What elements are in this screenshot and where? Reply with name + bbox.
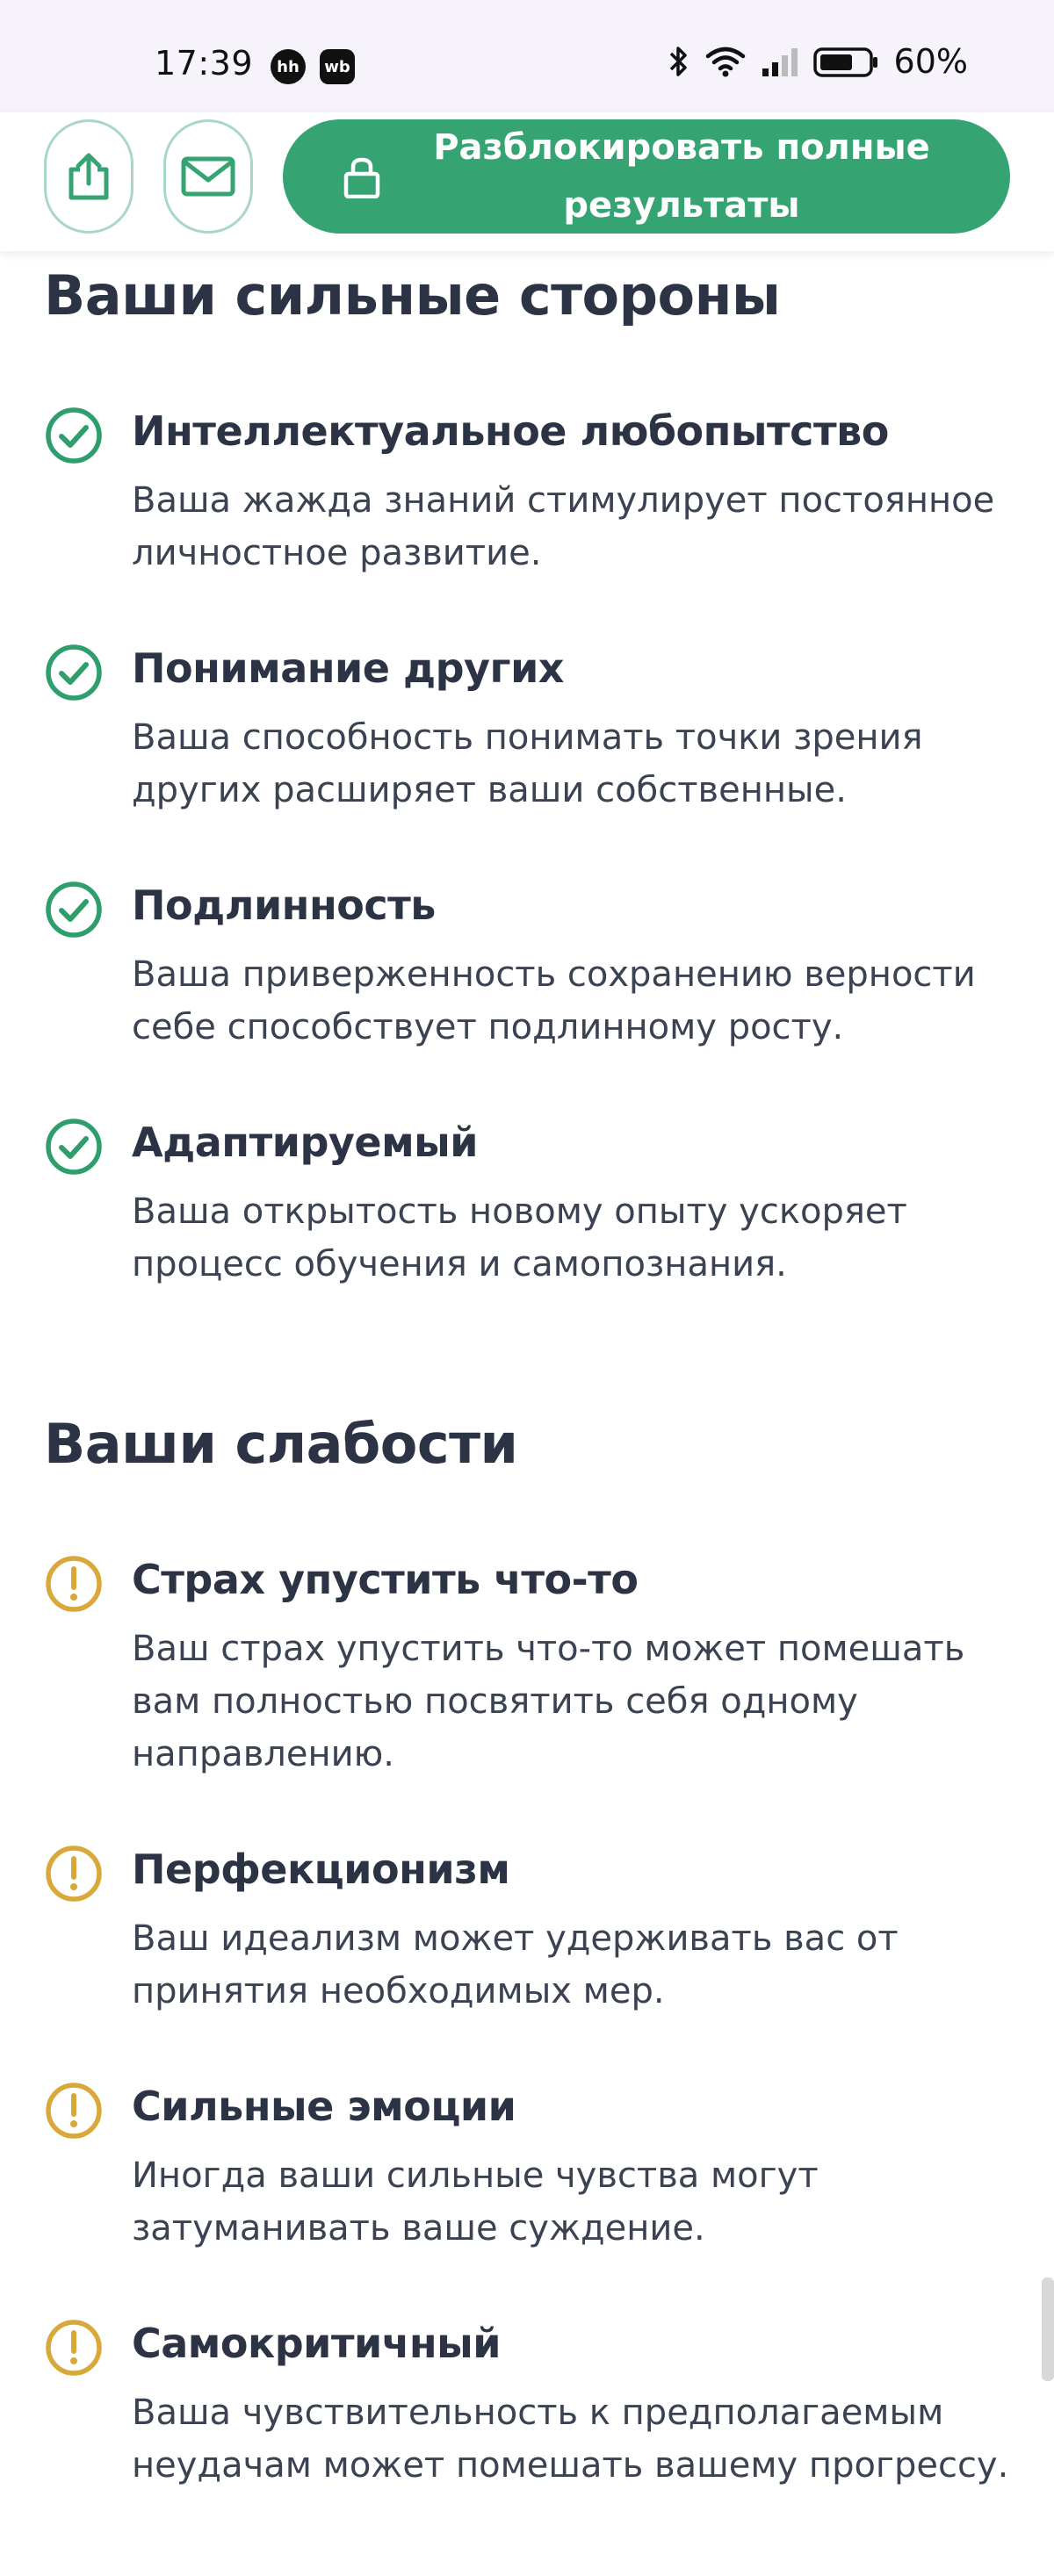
battery-icon [813, 44, 880, 79]
battery-percent: 60% [893, 42, 968, 81]
share-icon [62, 150, 115, 203]
share-button[interactable] [44, 119, 134, 234]
weakness-item [44, 2318, 1019, 2546]
weakness-description: Ваша чувствительность к предполагаемым неудачам может помешать вашему прогрессу. [132, 2393, 1009, 2486]
signal-icon [761, 44, 799, 79]
strength-title: Адаптируемый [132, 1119, 479, 1166]
strength-item [44, 880, 1019, 1055]
lock-icon [343, 156, 381, 198]
weakness-title: Самокритичный [132, 2320, 501, 2367]
strength-description: Ваша способность понимать точки зрения других расширяет ваши собственные. [132, 717, 923, 810]
warning-circle-icon [44, 1554, 104, 1614]
hh-app-icon: hh [271, 49, 306, 84]
check-circle-icon [44, 880, 104, 939]
weakness-title: Сильные эмоции [132, 2083, 516, 2130]
check-circle-icon [44, 406, 104, 465]
strength-title: Интеллектуальное любопытство [132, 407, 889, 455]
status-bar [0, 0, 1054, 112]
wb-app-icon: wb [320, 49, 355, 84]
check-circle-icon [44, 643, 104, 702]
strength-item [44, 406, 1019, 581]
mail-button[interactable] [163, 119, 253, 234]
wifi-icon [704, 44, 747, 79]
strength-title: Подлинность [132, 881, 436, 929]
strengths-title: Ваши сильные стороны [44, 263, 781, 327]
strength-item [44, 1117, 1019, 1292]
weakness-title: Перфекционизм [132, 1846, 510, 1893]
weakness-item [44, 2081, 1019, 2256]
status-indicators [668, 42, 968, 81]
weaknesses-title: Ваши слабости [44, 1412, 518, 1476]
warning-circle-icon [44, 2318, 104, 2378]
unlock-button-label: Разблокировать полные результаты [433, 127, 930, 226]
scrollbar-thumb[interactable] [1042, 2277, 1054, 2381]
warning-circle-icon [44, 2081, 104, 2141]
strength-title: Понимание других [132, 644, 564, 692]
weakness-description: Ваш страх упустить что-то может помешать вам полностью посвятить себя одному направлению. [132, 1629, 965, 1774]
mail-icon [180, 155, 236, 198]
action-toolbar [0, 112, 1054, 251]
strength-item [44, 643, 1019, 818]
strength-description: Ваша приверженность сохранению верности себе способствует подлинному росту. [132, 954, 976, 1047]
weakness-description: Ваш идеализм может удерживать вас от принятия необходимых мер. [132, 1918, 899, 2011]
weakness-title: Страх упустить что-то [132, 1556, 639, 1603]
unlock-full-results-button[interactable] [283, 119, 1010, 234]
weakness-item [44, 1554, 1019, 1782]
warning-circle-icon [44, 1844, 104, 1903]
strength-description: Ваша жажда знаний стимулирует постоянное личностное развитие. [132, 480, 995, 573]
weakness-item [44, 1844, 1019, 2019]
bluetooth-icon [668, 44, 690, 79]
weakness-description: Иногда ваши сильные чувства могут затуманивать ваше суждение. [132, 2155, 819, 2249]
check-circle-icon [44, 1117, 104, 1176]
status-time: 17:39 [155, 44, 254, 83]
strength-description: Ваша открытость новому опыту ускоряет процесс обучения и самопознания. [132, 1191, 907, 1284]
